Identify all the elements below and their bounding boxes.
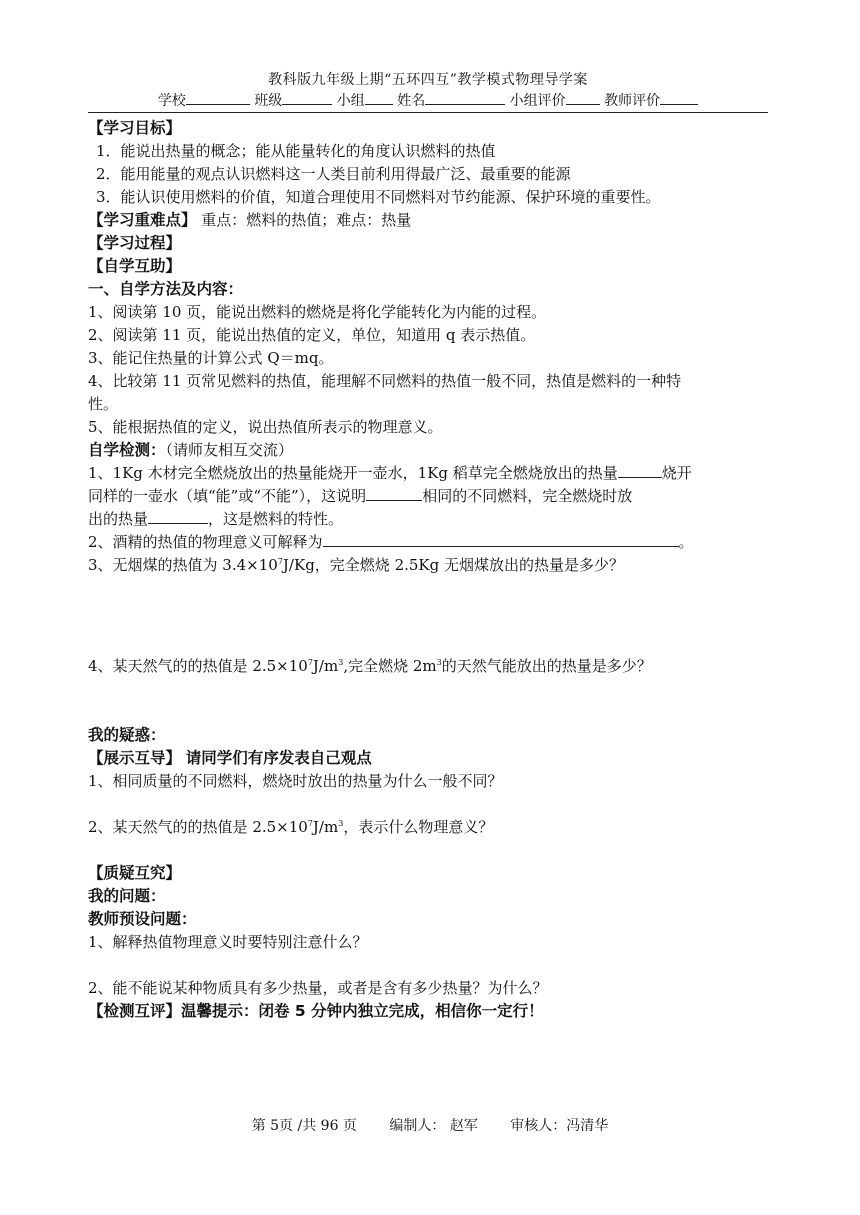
question-text: J/m bbox=[312, 818, 339, 836]
question-2 bbox=[88, 531, 768, 554]
question-text: 相同的不同燃料，完全燃烧时放 bbox=[422, 487, 633, 505]
school-label: 学校 bbox=[157, 93, 186, 109]
answer-space[interactable] bbox=[88, 839, 768, 862]
key-points-text: 重点：燃料的热值；难点：热量 bbox=[201, 211, 412, 229]
goal-item: 3．能认识使用燃料的价值，知道合理使用不同燃料对节约能源、保护环境的重要性。 bbox=[96, 188, 661, 206]
question-text: ，表示什么物理意义？ bbox=[343, 818, 494, 836]
teacher-questions-heading: 教师预设问题： bbox=[88, 910, 197, 928]
teacher-eval-label: 教师评价 bbox=[604, 93, 661, 109]
self-study-heading: 【自学互助】 bbox=[88, 257, 182, 275]
question-text: ，这是燃料的特性。 bbox=[208, 510, 344, 528]
name-label: 姓名 bbox=[397, 93, 426, 109]
question-text: 出的热量 bbox=[88, 510, 149, 528]
question-text: J/m bbox=[312, 657, 339, 675]
self-study-item: 5、能根据热值的定义，说出热值所表示的物理意义。 bbox=[88, 418, 443, 436]
question-3 bbox=[88, 554, 768, 577]
self-check-line bbox=[88, 439, 768, 462]
question-text: 烧开 bbox=[661, 464, 692, 482]
document-title: 教科版九年级上期“五环四互”教学模式物理导学案 bbox=[268, 72, 588, 88]
exponent: 7 bbox=[307, 658, 313, 667]
evaluation-heading: 【检测互评】 bbox=[88, 1002, 182, 1020]
exponent: 3 bbox=[338, 658, 344, 667]
key-points-heading: 【学习重难点】 bbox=[88, 211, 197, 229]
question-text: ,完全燃烧 2m bbox=[343, 657, 437, 675]
group-label: 小组 bbox=[336, 93, 365, 109]
page-footer bbox=[0, 1115, 860, 1135]
answer-space[interactable] bbox=[88, 954, 768, 977]
answer-blank[interactable] bbox=[618, 462, 662, 478]
group-eval-label: 小组评价 bbox=[509, 93, 566, 109]
process-heading: 【学习过程】 bbox=[88, 234, 182, 252]
reviewer-credit: 审核人：冯清华 bbox=[510, 1118, 609, 1134]
group-eval-blank[interactable] bbox=[566, 90, 600, 105]
goal-item: 2．能用能量的观点认识燃料这一人类目前利用得最广泛、最重要的能源 bbox=[96, 165, 571, 183]
inquiry-heading: 【质疑互究】 bbox=[88, 864, 182, 882]
answer-blank[interactable] bbox=[323, 531, 679, 547]
question-1-line-2 bbox=[88, 485, 768, 508]
question-text: 2、某天然气的的热值是 2.5×10 bbox=[88, 818, 308, 836]
exponent: 3 bbox=[436, 658, 442, 667]
answer-space[interactable] bbox=[88, 678, 768, 724]
display-heading: 【展示互导】 bbox=[88, 749, 182, 767]
question-text: 的天然气能放出的热量是多少？ bbox=[441, 657, 652, 675]
self-study-item: 性。 bbox=[88, 395, 119, 413]
answer-space[interactable] bbox=[88, 793, 768, 816]
answer-blank[interactable] bbox=[148, 508, 208, 524]
self-study-item: 4、比较第 11 页常见燃料的热值，能理解不同燃料的热值一般不同，热值是燃料的一种特 bbox=[88, 372, 682, 390]
question-4 bbox=[88, 655, 768, 678]
display-line bbox=[88, 747, 768, 770]
exponent: 3 bbox=[338, 819, 344, 828]
my-questions-label: 我的问题： bbox=[88, 887, 166, 905]
self-study-subheading: 一、自学方法及内容： bbox=[88, 280, 244, 298]
editor-credit: 编制人： 赵军 bbox=[389, 1118, 478, 1134]
school-blank[interactable] bbox=[186, 90, 250, 105]
answer-space[interactable] bbox=[88, 577, 768, 655]
teacher-question-1: 1、解释热值物理意义时要特别注意什么？ bbox=[88, 933, 368, 951]
goal-item: 1．能说出热量的概念；能从能量转化的角度认识燃料的热值 bbox=[96, 142, 496, 160]
evaluation-line bbox=[88, 1000, 768, 1023]
question-1-line-3 bbox=[88, 508, 768, 531]
self-check-note: （请师友相互交流） bbox=[165, 441, 294, 459]
class-blank[interactable] bbox=[282, 90, 332, 105]
group-blank[interactable] bbox=[365, 90, 393, 105]
goals-heading: 【学习目标】 bbox=[88, 119, 182, 137]
teacher-question-2: 2、能不能说某种物质具有多少热量，或者是含有多少热量？为什么？ bbox=[88, 979, 548, 997]
question-text: 2、酒精的热值的物理意义可解释为 bbox=[88, 533, 323, 551]
header-fields bbox=[88, 90, 768, 113]
teacher-eval-blank[interactable] bbox=[660, 90, 698, 105]
class-label: 班级 bbox=[254, 93, 283, 109]
name-blank[interactable] bbox=[425, 90, 505, 105]
display-text: 请同学们有序发表自己观点 bbox=[185, 749, 372, 767]
self-check-heading: 自学检测： bbox=[88, 441, 166, 459]
doubts-heading: 我的疑惑： bbox=[88, 726, 166, 744]
key-points bbox=[88, 209, 768, 232]
exponent: 7 bbox=[307, 819, 313, 828]
worksheet-page bbox=[88, 70, 768, 1023]
evaluation-text: 温馨提示：闭卷 5 分钟内独立完成，相信你一定行！ bbox=[181, 1002, 544, 1020]
question-text: 同样的一壶水（填“能”或“不能”），这说明 bbox=[88, 487, 367, 505]
question-text: J/Kg，完全燃烧 2.5Kg 无烟煤放出的热量是多少？ bbox=[282, 556, 624, 574]
answer-blank[interactable] bbox=[366, 485, 422, 501]
question-text: 。 bbox=[678, 533, 694, 551]
self-study-item: 2、阅读第 11 页，能说出热值的定义，单位，知道用 q 表示热值。 bbox=[88, 326, 536, 344]
self-study-item: 1、阅读第 10 页，能说出燃料的燃烧是将化学能转化为内能的过程。 bbox=[88, 303, 547, 321]
display-question-2 bbox=[88, 816, 768, 839]
exponent: 7 bbox=[277, 557, 283, 566]
question-text: 1、1Kg 木材完全燃烧放出的热量能烧开一壶水，1Kg 稻草完全燃烧放出的热量 bbox=[88, 464, 618, 482]
question-text: 4、某天然气的的热值是 2.5×10 bbox=[88, 657, 308, 675]
question-1-line-1 bbox=[88, 462, 768, 485]
page-number: 第 5页 /共 96 页 bbox=[251, 1118, 357, 1134]
self-study-item: 3、能记住热量的计算公式 Q＝mq。 bbox=[88, 349, 334, 367]
display-question-1: 1、相同质量的不同燃料，燃烧时放出的热量为什么一般不同？ bbox=[88, 772, 503, 790]
question-text: 3、无烟煤的热值为 3.4×10 bbox=[88, 556, 278, 574]
